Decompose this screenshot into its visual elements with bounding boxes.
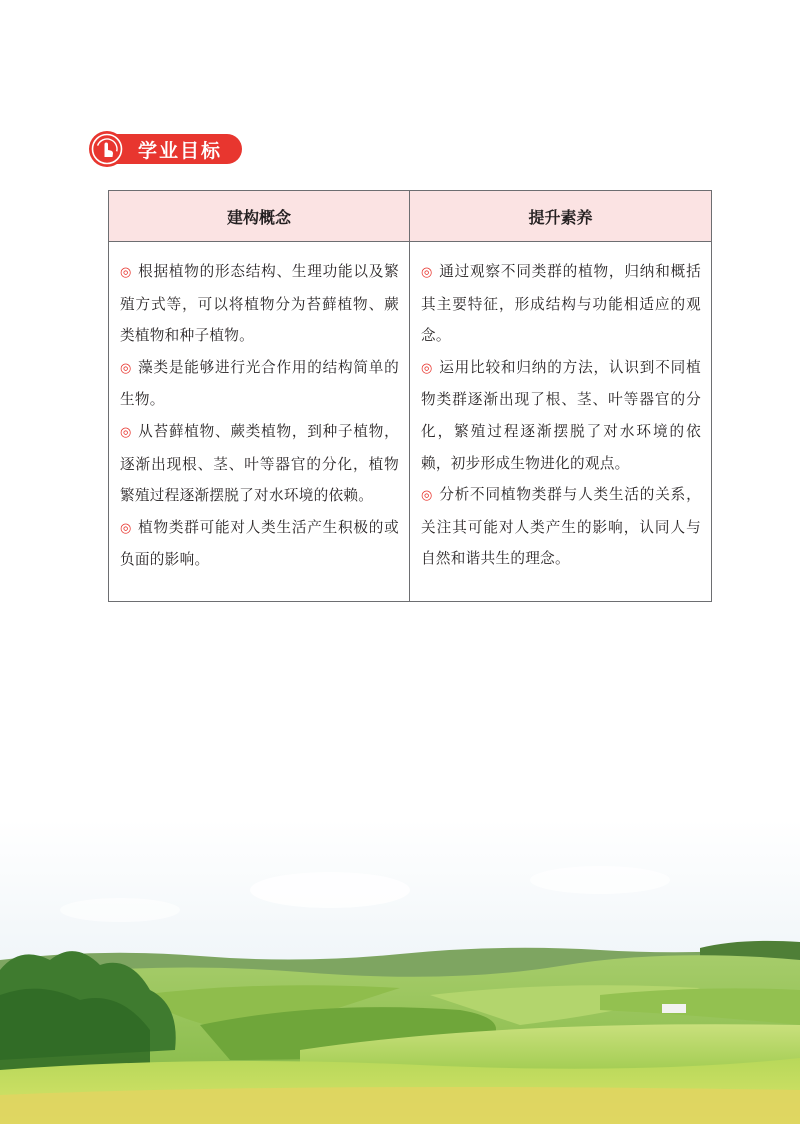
bullet-icon: ◎ xyxy=(120,424,133,440)
objectives-table xyxy=(108,190,712,602)
bullet-icon: ◎ xyxy=(421,265,434,280)
list-item: ◎ 藻类是能够进行光合作用的结构简单的生物。 xyxy=(120,358,399,409)
hand-touch-icon xyxy=(88,130,126,168)
list-item: ◎ 分析不同植物类群与人类生活的关系，关注其可能对人类产生的影响，认同人与自然和谐共生的理念。 xyxy=(421,486,701,568)
bullet-icon: ◎ xyxy=(120,360,133,376)
list-item: ◎ 植物类群可能对人类生活产生积极的或负面的影响。 xyxy=(120,518,399,569)
section-badge xyxy=(88,130,242,168)
literacy-cell xyxy=(410,242,711,601)
bullet-icon: ◎ xyxy=(421,360,434,376)
list-item: ◎ 根据植物的形态结构、生理功能以及繁殖方式等，可以将植物分为苔藓植物、蕨类植物和种子植物。 xyxy=(120,263,399,345)
bullet-icon: ◎ xyxy=(120,520,133,536)
farmland-landscape-image xyxy=(0,820,800,1124)
column-header-literacy: 提升素养 xyxy=(410,191,711,242)
list-item: ◎ 运用比较和归纳的方法，认识到不同植物类群逐渐出现了根、茎、叶等器官的分化，繁殖过程逐渐摆脱了对水环境的依赖，初步形成生物进化的观点。 xyxy=(421,358,701,472)
column-header-concepts: 建构概念 xyxy=(109,191,410,242)
bullet-icon: ◎ xyxy=(120,265,133,280)
bullet-icon: ◎ xyxy=(421,488,434,504)
section-title: 学业目标 xyxy=(112,134,242,164)
concepts-cell xyxy=(109,242,410,601)
list-item: ◎ 从苔藓植物、蕨类植物，到种子植物，逐渐出现根、茎、叶等器官的分化，植物繁殖过程逐渐摆脱了对水环境的依赖。 xyxy=(120,422,399,505)
list-item: ◎ 通过观察不同类群的植物，归纳和概括其主要特征，形成结构与功能相适应的观念。 xyxy=(421,263,701,345)
